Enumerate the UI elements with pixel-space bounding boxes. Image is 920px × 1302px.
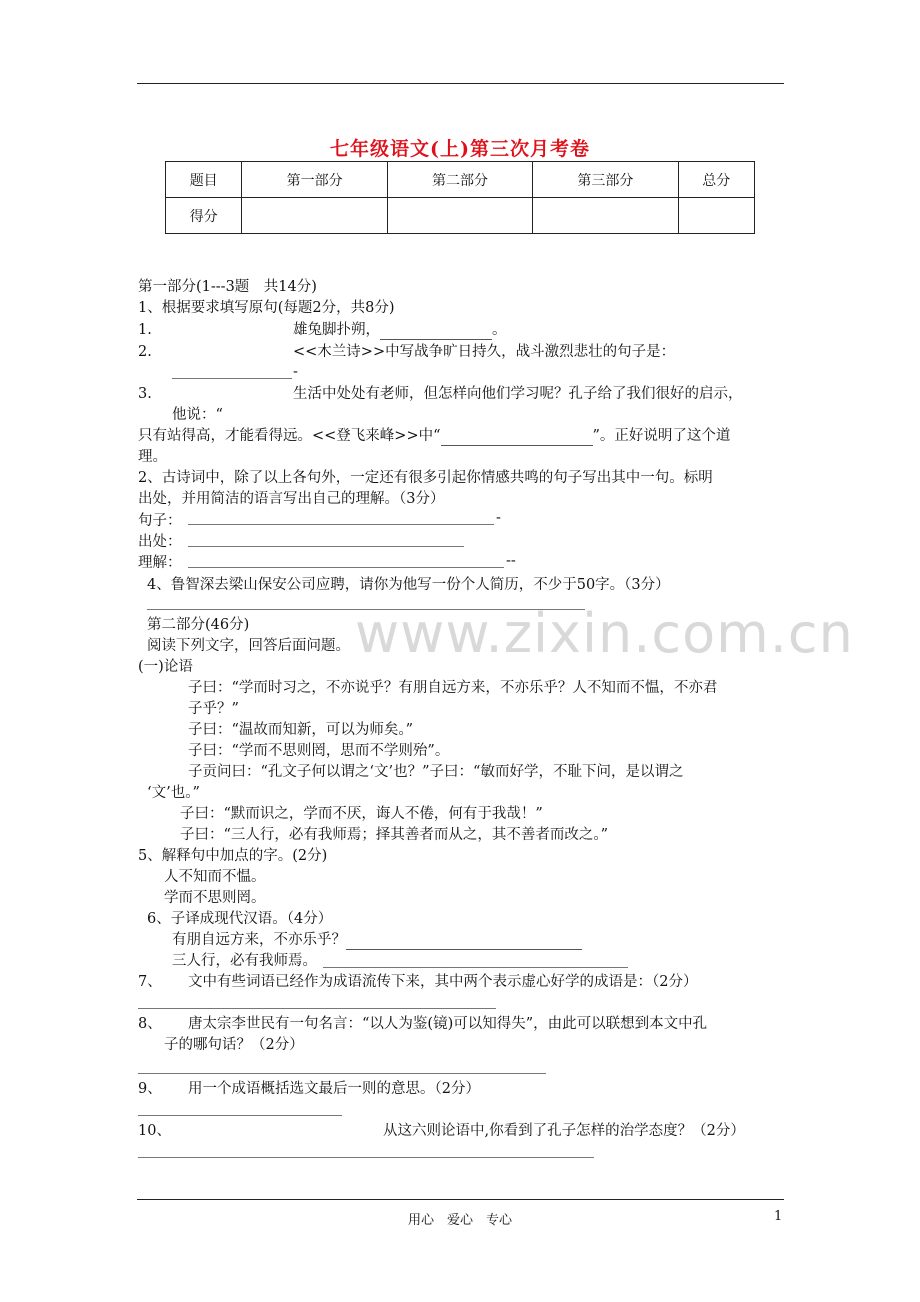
- question-text: 理。: [138, 449, 167, 465]
- section-heading: 第一部分(1---3题 共14分): [138, 279, 317, 295]
- question-number: 10、: [138, 1123, 171, 1139]
- passage-line: 子贡问曰：“孔文子何以谓之‘文’也？”子曰：“敏而好学，不耻下问，是以谓之: [188, 764, 684, 780]
- question-text: 有朋自远方来，不亦乐乎？: [172, 932, 346, 948]
- question-text: 4、鲁智深去梁山保安公司应聘，请你为他写一份个人简历，不少于50字。（3分）: [147, 577, 670, 593]
- answer-blank[interactable]: [138, 1073, 546, 1074]
- answer-blank[interactable]: [188, 546, 464, 547]
- answer-blank[interactable]: [138, 1115, 342, 1116]
- passage-line: 子曰：“三人行，必有我师焉；择其善者而从之，其不善者而改之。”: [180, 827, 609, 843]
- table-cell: 总分: [678, 162, 754, 198]
- page-number: 1: [774, 1209, 783, 1224]
- section-heading: 第二部分(46分): [147, 617, 250, 633]
- answer-blank[interactable]: [188, 524, 494, 525]
- question-text: 生活中处处有老师，但怎样向他们学习呢？孔子给了我们很好的启示，: [293, 386, 743, 402]
- question-text: 他说：“: [172, 407, 223, 423]
- question-text: 子的哪句话？（2分）: [164, 1037, 304, 1053]
- passage-line: 子曰：“学而不思则罔，思而不学则殆”。: [188, 743, 450, 759]
- question-text: 文中有些词语已经作为成语流传下来，其中两个表示虚心好学的成语是：（2分）: [188, 974, 698, 990]
- question-text: 6、子译成现代汉语。（4分）: [147, 911, 333, 927]
- question-text: 从这六则论语中,你看到了孔子怎样的治学态度？（2分）: [383, 1123, 745, 1139]
- score-input-cell[interactable]: [387, 198, 532, 234]
- table-cell: 第三部分: [533, 162, 678, 198]
- question-text: 5、解释句中加点的字。(2分): [138, 848, 328, 864]
- passage-line: 子乎？”: [188, 701, 239, 717]
- question-number: 1.: [138, 322, 152, 338]
- answer-blank[interactable]: [147, 609, 585, 610]
- answer-blank[interactable]: [138, 1008, 496, 1009]
- answer-blank[interactable]: [380, 325, 492, 340]
- page-title: 七年级语文(上)第三次月考卷: [330, 138, 590, 160]
- passage-line: 子曰：“温故而知新，可以为师矣。”: [188, 722, 414, 738]
- question-text: 2、古诗词中，除了以上各句外，一定还有很多引起你情感共鸣的句子写出其中一句。标明: [138, 470, 713, 486]
- score-input-cell[interactable]: [242, 198, 387, 234]
- footer-rule: [137, 1199, 784, 1200]
- question-number: 2.: [138, 344, 152, 360]
- answer-blank[interactable]: [346, 935, 582, 950]
- question-text: [172, 930, 582, 950]
- question-text: -: [496, 510, 501, 526]
- score-table: [165, 161, 755, 234]
- question-text: 学而不思则罔。: [164, 890, 266, 906]
- question-number: 8、: [138, 1016, 162, 1032]
- field-label: 理解：: [138, 555, 182, 571]
- table-cell: 第二部分: [387, 162, 532, 198]
- passage-line: 子曰：“学而时习之，不亦说乎？有朋自远方来，不亦乐乎？人不知而不愠，不亦君: [188, 680, 718, 696]
- subsection-heading: (一)论语: [138, 659, 193, 675]
- question-text: 。: [492, 322, 507, 338]
- question-text: -: [293, 364, 298, 380]
- watermark: www.zixin.com.cn: [355, 602, 854, 665]
- question-text: [293, 320, 507, 340]
- question-text: 用一个成语概括选文最后一则的意思。（2分）: [188, 1081, 480, 1097]
- answer-blank[interactable]: [138, 1157, 594, 1158]
- answer-blank[interactable]: [172, 378, 292, 379]
- answer-blank[interactable]: [441, 431, 593, 446]
- passage-line: 子曰：“默而识之，学而不厌，诲人不倦，何有于我哉！”: [180, 806, 543, 822]
- field-label: 句子：: [138, 513, 182, 529]
- question-text: 三人行，必有我师焉。: [172, 953, 317, 969]
- table-cell: 第一部分: [242, 162, 387, 198]
- top-rule: [137, 83, 784, 84]
- question-text: 出处，并用简洁的语言写出自己的理解。（3分）: [138, 491, 445, 507]
- question-text: 雄兔脚扑朔，: [293, 322, 380, 338]
- score-input-cell[interactable]: [533, 198, 678, 234]
- question-text: 1、根据要求填写原句(每题2分，共8分): [138, 300, 395, 316]
- question-number: 3.: [138, 386, 152, 402]
- question-text: [138, 426, 730, 446]
- question-number: 9、: [138, 1081, 162, 1097]
- answer-blank[interactable]: [188, 567, 504, 568]
- score-table-score-row: [166, 198, 755, 234]
- table-cell: 题目: [166, 162, 242, 198]
- score-table-header-row: [166, 162, 755, 198]
- question-text: <<木兰诗>>中写战争旷日持久，战斗激烈悲壮的句子是：: [293, 344, 676, 360]
- question-text: ”。正好说明了这个道: [592, 428, 731, 444]
- question-text: 只有站得高，才能看得远。<<登飞来峰>>中“: [138, 428, 441, 444]
- question-text: 人不知而不愠。: [164, 869, 266, 885]
- page-footer: 用心 爱心 专心: [407, 1213, 512, 1228]
- question-text: 唐太宗李世民有一句名言：“以人为鉴(镜)可以知得失”，由此可以联想到本文中孔: [188, 1016, 708, 1032]
- question-text: --: [506, 553, 516, 569]
- field-label: 出处：: [138, 534, 182, 550]
- answer-blank[interactable]: [323, 967, 628, 968]
- score-input-cell[interactable]: [678, 198, 754, 234]
- instruction-text: 阅读下列文字，回答后面问题。: [147, 638, 350, 654]
- passage-line: ‘文’也。”: [147, 785, 200, 801]
- table-cell: 得分: [166, 198, 242, 234]
- question-number: 7、: [138, 974, 162, 990]
